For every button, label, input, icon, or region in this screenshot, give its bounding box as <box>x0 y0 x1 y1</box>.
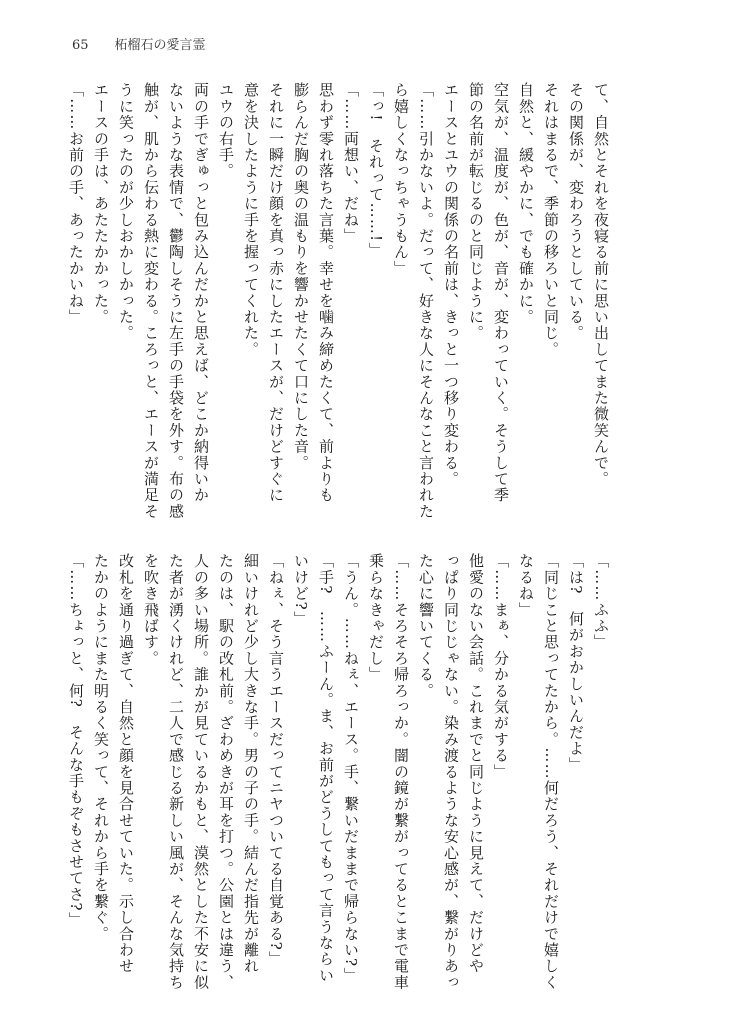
text-line: 膨らんだ胸の奥の温もりを響かせたくて口にした音。 <box>292 82 310 471</box>
text-line: うに笑ったのが少しおかしかった。 <box>117 82 135 342</box>
text-line: 「手? ……ふーん。ま、お前がどうしてもって言うならい <box>317 553 335 984</box>
text-line: た者が湧くけれど、二人で感じる新しい風が、そんな気持ち <box>167 553 185 991</box>
text-line: 「……そろそろ帰ろっか。闇の鏡が繋がってるとこまで電車 <box>392 553 410 991</box>
text-line: て、自然とそれを夜寝る前に思い出してまた微笑んで。 <box>592 82 610 487</box>
text-line: 思わず零れ落ちた言葉。幸せを噛み締めたくて、前よりも <box>317 82 335 504</box>
text-line: なるね」 <box>517 553 535 618</box>
text-line: 「……ふふ」 <box>592 553 610 651</box>
text-line: 「……両想い、だね」 <box>342 82 360 244</box>
text-line: ら嬉しくなっちゃうもん」 <box>392 82 410 277</box>
text-line: たのは、駅の改札前。ざわめきが耳を打つ。公園とは違う、 <box>217 553 235 991</box>
text-line: いけど?」 <box>292 553 310 628</box>
text-line: 乗らなきゃだし」 <box>367 553 385 683</box>
page-number: 65 <box>72 38 89 53</box>
text-line: 「……お前の手、あったかいね」 <box>67 82 85 325</box>
text-line: 「……まぁ、分かる気がする」 <box>492 553 510 780</box>
text-line: その関係が、変わろうとしている。 <box>567 82 585 342</box>
text-line: それに一瞬だけ顔を真っ赤にしたエースが、だけどすぐに <box>267 82 285 504</box>
text-line: エースとユウの関係の名前は、きっと一つ移り変わる。 <box>442 82 460 487</box>
text-line: 両の手でぎゅっと包み込んだかと思えば、どこか納得いか <box>192 82 210 504</box>
text-line: 「……ちょっと、何? そんな手もぞもさせてさ?」 <box>67 553 85 928</box>
text-line: 「……引かないよ。だって、好きな人にそんなこと言われた <box>417 82 435 520</box>
text-line: っぱり同じじゃない。染み渡るような安心感が、繋がりあっ <box>442 553 460 991</box>
text-line: た心に響いてくる。 <box>417 553 435 699</box>
running-header <box>72 34 206 53</box>
text-line: 「っ! それって……!」 <box>367 82 385 259</box>
book-title: 柘榴石の愛言霊 <box>114 38 206 53</box>
text-line: ないような表情で、鬱陶しそうに左手の手袋を外す。布の感 <box>167 82 185 520</box>
text-line: 自然と、緩やかに、でも確かに。 <box>517 82 535 325</box>
text-line: 他愛のない会話。これまでと同じように見えて、だけどや <box>467 553 485 975</box>
text-line: 「は? 何がおかしいんだよ」 <box>567 553 585 773</box>
text-line: を吹き飛ばす。 <box>142 553 160 667</box>
text-line: 「同じこと思ってたから。……何だろう、それだけで嬉しく <box>542 553 560 991</box>
text-line: 「ねぇ、そう言うエースだってニヤついてる自覚ある?」 <box>267 553 285 968</box>
text-line: ユウの右手。 <box>217 82 235 180</box>
text-block-top <box>63 82 613 522</box>
text-line: 人の多い場所。誰かが見ているかもと、漠然とした不安に似 <box>192 553 210 991</box>
text-line: 節の名前が転じるのと同じように。 <box>467 82 485 342</box>
text-line: 空気が、温度が、色が、音が、変わっていく。そうして季 <box>492 82 510 504</box>
text-line: 改札を通り過ぎて、自然と顔を見合せていた。示し合わせ <box>117 553 135 975</box>
text-block-bottom <box>63 553 613 993</box>
text-line: たかのようにまた明るく笑って、それから手を繋ぐ。 <box>92 553 110 942</box>
text-line: 意を決したように手を握ってくれた。 <box>242 82 260 358</box>
text-line: 触が、肌から伝わる熱に変わる。ころっと、エースが満足そ <box>142 82 160 520</box>
text-line: 細いけれど少し大きな手。男の子の手。結んだ指先が離れ <box>242 553 260 975</box>
text-line: 「うん。……ねぇ、エース。手、繋いだままで帰らない?」 <box>342 553 360 984</box>
text-line: それはまるで、季節の移ろいと同じ。 <box>542 82 560 358</box>
text-line: エースの手は、あたたかかった。 <box>92 82 110 325</box>
